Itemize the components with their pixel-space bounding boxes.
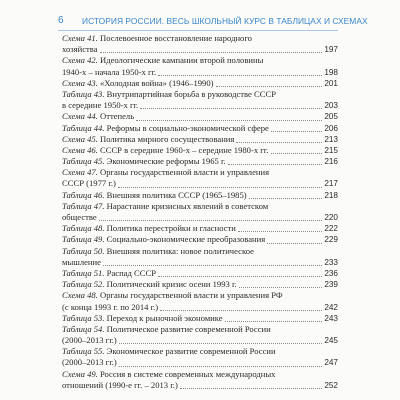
toc-row (62, 190, 338, 201)
toc-page-number: 203 (324, 101, 338, 111)
toc-entry-text (62, 134, 234, 145)
toc-entry-title: Внешняя политика СССР (1965–1985) (106, 189, 247, 200)
toc-entry-title: (с конца 1993 г. по 2014 г.) (62, 301, 159, 312)
toc-entry-title: Переход к рыночной экономике (106, 312, 223, 323)
toc-leader-dots (239, 286, 322, 288)
toc-leader-dots (140, 107, 322, 109)
toc-row (62, 257, 338, 268)
toc-page-number: 252 (324, 380, 338, 390)
toc-entry-title: СССР (1977 г.) (62, 178, 116, 189)
toc-row (62, 246, 338, 257)
toc-leader-dots (225, 320, 322, 322)
toc-entry-text (62, 100, 138, 111)
toc-leader-dots (119, 365, 322, 367)
toc-entry-kind: Схема 44. (62, 111, 98, 122)
toc-leader-dots (249, 197, 322, 199)
toc-entry-text (62, 223, 236, 234)
toc-row (62, 123, 338, 134)
toc-entry-title: Органы государственной власти и управления РФ (99, 290, 283, 301)
toc-entry-title: Реформы в социально-экономической сфере (106, 122, 269, 133)
toc-page-number: 245 (324, 336, 338, 346)
page-number: 6 (58, 15, 64, 26)
toc-page-number: 201 (324, 78, 338, 88)
toc-leader-dots (158, 275, 322, 277)
toc-entry-text (62, 234, 265, 245)
running-title: ИСТОРИЯ РОССИИ. ВЕСЬ ШКОЛЬНЫЙ КУРС В ТАБЛИЦАХ И СХЕМАХ (82, 16, 368, 26)
toc-page-number: 206 (324, 123, 338, 133)
toc-row (62, 380, 338, 391)
toc-row (62, 134, 338, 145)
toc-page-number: 216 (324, 157, 338, 167)
toc-row (62, 167, 338, 178)
toc-row (62, 335, 338, 346)
toc-entry-kind: Таблица 48. (62, 223, 105, 234)
toc-entry-kind: Таблица 55. (62, 346, 105, 357)
toc-leader-dots (271, 130, 322, 132)
toc-entry-text (62, 167, 269, 178)
toc-row (62, 89, 338, 100)
toc-entry-title: 1940-х – начала 1950-х гг. (62, 66, 157, 77)
toc-entry-text (62, 369, 275, 380)
toc-row (62, 100, 338, 111)
toc-leader-dots (103, 264, 322, 266)
toc-leader-dots (238, 230, 322, 232)
toc-entry-text (62, 346, 276, 357)
toc-entry-kind: Таблица 50. (62, 245, 105, 256)
toc-row (62, 369, 338, 380)
toc-entry-text (62, 279, 237, 290)
toc-row (62, 201, 338, 212)
toc-entry-kind: Таблица 44. (62, 122, 105, 133)
toc-entry-kind: Таблица 43. (62, 88, 105, 99)
toc-page-number: 205 (324, 112, 338, 122)
toc-entry-kind: Схема 42. (62, 55, 98, 66)
toc-entry-text (62, 324, 271, 335)
toc-entry-text (62, 123, 269, 134)
toc-entry-text (62, 145, 269, 156)
toc-row (62, 357, 338, 368)
toc-page-number: 247 (324, 358, 338, 368)
toc-entry-text (62, 268, 156, 279)
toc-page-number: 218 (324, 190, 338, 200)
toc-entry-text (62, 33, 252, 44)
toc-row (62, 302, 338, 313)
toc-entry-kind: Таблица 54. (62, 323, 105, 334)
toc-entry-title: Социально-экономические преобразования (106, 234, 266, 245)
toc-entry-title: в середине 1950-х гг. (62, 100, 139, 111)
toc-entry-text (62, 67, 156, 78)
toc-page-number: 236 (324, 268, 338, 278)
page-header (0, 14, 400, 28)
toc-entry-kind: Таблица 47. (62, 200, 105, 211)
toc-entry-text (62, 55, 263, 66)
toc-entry-kind: Таблица 46. (62, 189, 105, 200)
toc-leader-dots (267, 242, 322, 244)
toc-entry-text (62, 78, 214, 89)
table-of-contents (62, 33, 338, 391)
toc-leader-dots (118, 186, 322, 188)
toc-page-number: 243 (324, 313, 338, 323)
toc-entry-text (62, 313, 223, 324)
toc-entry-text (62, 201, 268, 212)
toc-row (62, 313, 338, 324)
toc-leader-dots (158, 74, 322, 76)
toc-entry-title: (2000–2013 гг.) (62, 357, 117, 368)
toc-entry-kind: Схема 48. (62, 290, 98, 301)
toc-page-number: 233 (324, 257, 338, 267)
toc-entry-title: Послевоенное восстановление народного (99, 33, 252, 43)
toc-entry-text (62, 89, 276, 100)
toc-entry-kind: Таблица 51. (62, 267, 105, 278)
toc-entry-title: Политика мирного сосуществования (99, 133, 235, 144)
toc-row (62, 212, 338, 223)
toc-entry-text (62, 246, 254, 257)
toc-page-number: 197 (324, 45, 338, 55)
toc-page-number: 213 (324, 134, 338, 144)
toc-entry-kind: Таблица 53. (62, 312, 105, 323)
toc-entry-text (62, 290, 283, 301)
toc-entry-title: Нарастание кризисных явлений в советском (106, 200, 269, 211)
toc-entry-title: «Холодная война» (1946–1990) (99, 77, 214, 88)
toc-entry-kind: Таблица 45. (62, 156, 105, 167)
toc-leader-dots (216, 85, 322, 87)
toc-leader-dots (228, 163, 322, 165)
toc-entry-kind: Схема 43. (62, 77, 98, 88)
toc-leader-dots (180, 387, 322, 389)
toc-page-number: 198 (324, 67, 338, 77)
toc-row (62, 156, 338, 167)
toc-entry-title: Россия в системе современных международных (99, 368, 276, 379)
toc-row (62, 145, 338, 156)
toc-entry-title: отношений (1990-е гг. – 2013 г.) (62, 379, 178, 390)
toc-entry-title: Оттепель (99, 111, 135, 122)
toc-entry-kind: Таблица 49. (62, 234, 105, 245)
toc-entry-title: СССР в середине 1960-х – середине 1980-х гг. (99, 144, 269, 155)
toc-row (62, 346, 338, 357)
toc-page-number: 217 (324, 179, 338, 189)
toc-entry-title: хозяйства (62, 44, 98, 55)
toc-page-number: 220 (324, 213, 338, 222)
toc-entry-kind: Таблица 52. (62, 279, 105, 290)
toc-entry-title: Политический кризис осени 1993 г. (106, 279, 237, 290)
toc-row (62, 290, 338, 301)
toc-entry-kind: Схема 49. (62, 368, 98, 379)
header-rule (58, 30, 338, 31)
toc-row (62, 55, 338, 66)
toc-entry-kind: Схема 45. (62, 133, 98, 144)
toc-entry-title: Распад СССР (106, 267, 156, 278)
toc-page-number: 222 (324, 224, 338, 234)
toc-row (62, 78, 338, 89)
toc-entry-title: обществе (62, 212, 97, 222)
toc-entry-text (62, 302, 158, 313)
toc-row (62, 67, 338, 78)
toc-entry-text (62, 212, 97, 223)
toc-leader-dots (160, 309, 322, 311)
toc-page-number: 229 (324, 235, 338, 245)
toc-page-number: 242 (324, 302, 338, 312)
toc-entry-kind: Схема 41. (62, 33, 98, 43)
toc-row (62, 234, 338, 245)
toc-entry-text (62, 257, 101, 268)
toc-entry-title: мышление (62, 256, 101, 267)
toc-entry-kind: Схема 46. (62, 144, 98, 155)
toc-page-number: 239 (324, 280, 338, 290)
toc-row (62, 44, 338, 55)
toc-entry-title: Внутрипартийная борьба в руководстве СССР (106, 88, 276, 99)
toc-leader-dots (236, 141, 322, 143)
toc-row (62, 111, 338, 122)
toc-row (62, 33, 338, 44)
toc-entry-text (62, 190, 247, 201)
toc-entry-title: Органы государственной власти и управления (99, 167, 270, 178)
toc-entry-text (62, 111, 134, 122)
toc-leader-dots (136, 119, 322, 121)
toc-entry-title: Идеологические кампании второй половины (99, 55, 264, 66)
toc-row (62, 178, 338, 189)
toc-entry-title: Политическое развитие современной России (106, 323, 271, 334)
toc-entry-text (62, 335, 117, 346)
toc-entry-text (62, 380, 178, 391)
toc-entry-title: Внешняя политика: новое политическое (106, 245, 254, 256)
toc-row (62, 279, 338, 290)
toc-row (62, 268, 338, 279)
toc-entry-text (62, 156, 226, 167)
toc-entry-text (62, 357, 117, 368)
toc-leader-dots (99, 219, 322, 221)
toc-row (62, 223, 338, 234)
toc-entry-text (62, 178, 116, 189)
toc-entry-title: Экономическое развитие современной России (106, 346, 276, 357)
toc-entry-title: (2000–2013 гг.) (62, 335, 117, 346)
toc-row (62, 324, 338, 335)
toc-entry-text (62, 44, 98, 55)
toc-leader-dots (271, 152, 322, 154)
toc-page-number: 215 (324, 145, 338, 155)
toc-entry-kind: Схема 47. (62, 167, 98, 178)
toc-leader-dots (119, 342, 322, 344)
toc-entry-title: Политика перестройки и гласности (106, 223, 236, 234)
toc-entry-title: Экономические реформы 1965 г. (106, 156, 226, 167)
toc-leader-dots (100, 51, 322, 53)
